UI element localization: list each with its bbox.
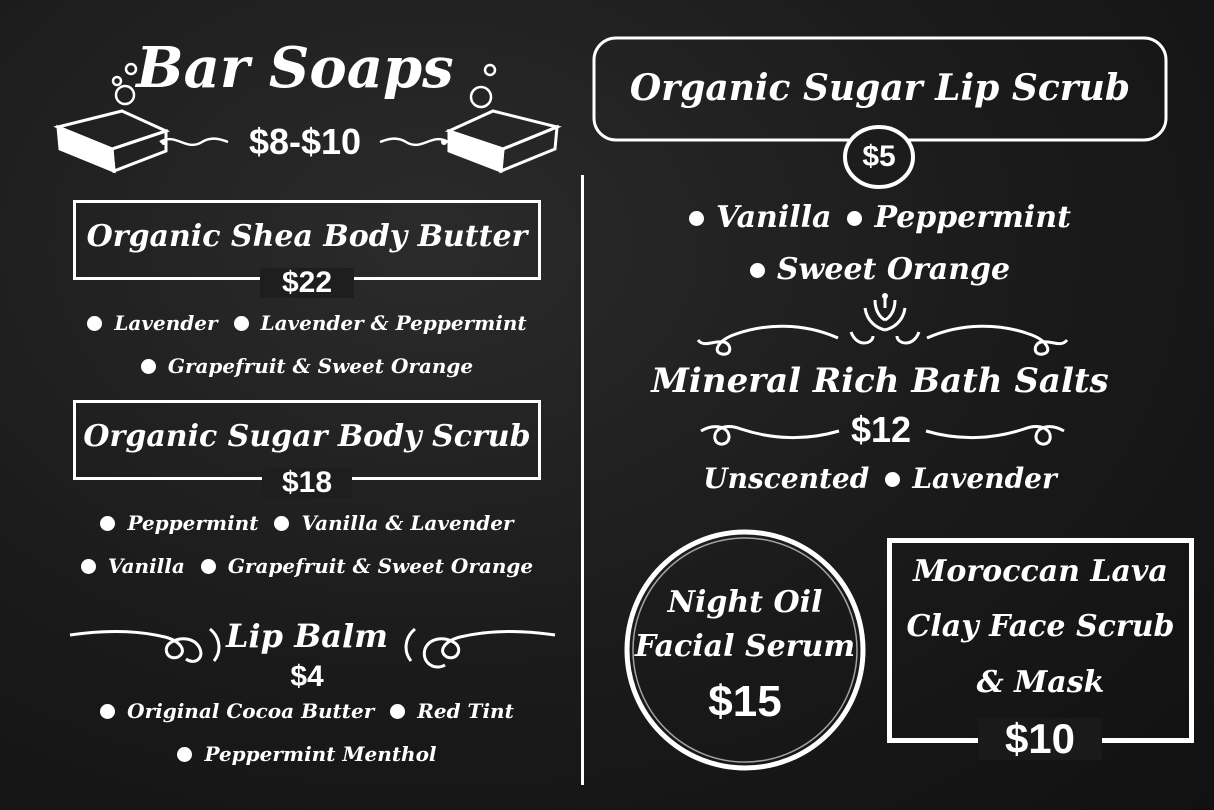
bullet-icon (177, 747, 192, 762)
bath-salts-flourish-bottom-right-icon (925, 415, 1070, 449)
bullet-icon (87, 316, 102, 331)
lip-scrub-flavors-row1 (600, 200, 1160, 236)
bath-salts-flourish-top-right-icon (925, 318, 1073, 358)
bullet-icon (201, 559, 216, 574)
bullet-icon (100, 516, 115, 531)
sugar-scent-peppermint: Peppermint (127, 511, 259, 535)
bullet-icon (750, 263, 765, 278)
bullet-icon (234, 316, 249, 331)
column-divider (581, 175, 584, 785)
bubbles-right-icon (455, 55, 505, 105)
bar-soaps-title: Bar Soaps (136, 35, 454, 101)
shea-scent-lavender: Lavender (114, 311, 218, 335)
lip-balm-flavor-cocoa: Original Cocoa Butter (127, 699, 375, 723)
night-oil-title-line2: Facial Serum (634, 629, 856, 664)
shea-butter-price: $22 (260, 268, 354, 298)
lip-scrub-flavor-peppermint: Peppermint (874, 200, 1071, 235)
bullet-icon (100, 704, 115, 719)
soap-bar-left-icon (52, 105, 172, 175)
lip-balm-price: $4 (290, 660, 324, 693)
bubbles-left-icon (105, 55, 155, 105)
lip-scrub-price: $5 (862, 140, 896, 173)
flourish-left-icon (158, 132, 230, 152)
sugar-scrub-scents-row1 (40, 510, 574, 536)
lip-scrub-flavors-row2 (600, 252, 1160, 288)
bath-salts-title: Mineral Rich Bath Salts (651, 361, 1109, 401)
ornament-crown-icon (845, 292, 925, 352)
lava-clay-price: $10 (978, 718, 1102, 760)
lava-clay-title-line1: Moroccan Lava (913, 554, 1168, 589)
lava-clay-title-line2: Clay Face Scrub (906, 609, 1175, 644)
shea-scent-lavender-peppermint: Lavender & Peppermint (260, 311, 527, 335)
sugar-scrub-title: Organic Sugar Body Scrub (83, 419, 531, 454)
bath-salts-flourish-bottom-left-icon (695, 415, 840, 449)
shea-butter-scents-row1 (40, 310, 574, 336)
bar-soaps-price: $8-$10 (248, 121, 362, 162)
shea-scent-grapefruit-orange: Grapefruit & Sweet Orange (167, 354, 474, 378)
night-oil-price: $15 (708, 677, 782, 726)
lip-balm-flavors-row1 (40, 698, 574, 724)
lip-scrub-flavor-vanilla: Vanilla (716, 200, 832, 235)
lip-balm-flavor-red-tint: Red Tint (417, 699, 514, 723)
bullet-icon (274, 516, 289, 531)
bath-salts-scent-unscented: Unscented (703, 462, 870, 495)
bullet-icon (847, 211, 862, 226)
bullet-icon (689, 211, 704, 226)
bath-salts-scent-lavender: Lavender (912, 462, 1057, 495)
lip-balm-flavor-peppermint-menthol: Peppermint Menthol (204, 742, 437, 766)
sugar-scrub-price: $18 (262, 468, 352, 498)
lip-balm-flourish-right-icon (395, 615, 555, 675)
lip-balm-flourish-left-icon (70, 615, 230, 665)
bullet-icon (141, 359, 156, 374)
lip-balm-flavors-row2 (40, 741, 574, 767)
bath-salts-scents-row (610, 462, 1150, 496)
lip-balm-title: Lip Balm (226, 617, 388, 655)
bath-salts-price: $12 (850, 409, 912, 450)
bullet-icon (390, 704, 405, 719)
shea-butter-scents-row2 (40, 353, 574, 379)
sugar-scent-vanilla: Vanilla (107, 554, 185, 578)
lip-scrub-flavor-sweet-orange: Sweet Orange (776, 252, 1011, 287)
flourish-right-icon (378, 132, 450, 152)
lava-clay-title-line3: & Mask (976, 665, 1105, 700)
bath-salts-flourish-top-left-icon (692, 318, 840, 358)
bullet-icon (81, 559, 96, 574)
soap-bar-right-icon (443, 105, 563, 175)
sugar-scent-grapefruit-orange: Grapefruit & Sweet Orange (227, 554, 534, 578)
sugar-scrub-scents-row2 (40, 553, 574, 579)
sugar-scent-vanilla-lavender: Vanilla & Lavender (301, 511, 514, 535)
bullet-icon (885, 472, 900, 487)
night-oil-title-line1: Night Oil (667, 585, 823, 620)
shea-butter-title: Organic Shea Body Butter (86, 219, 528, 254)
lip-scrub-title: Organic Sugar Lip Scrub (629, 67, 1131, 109)
